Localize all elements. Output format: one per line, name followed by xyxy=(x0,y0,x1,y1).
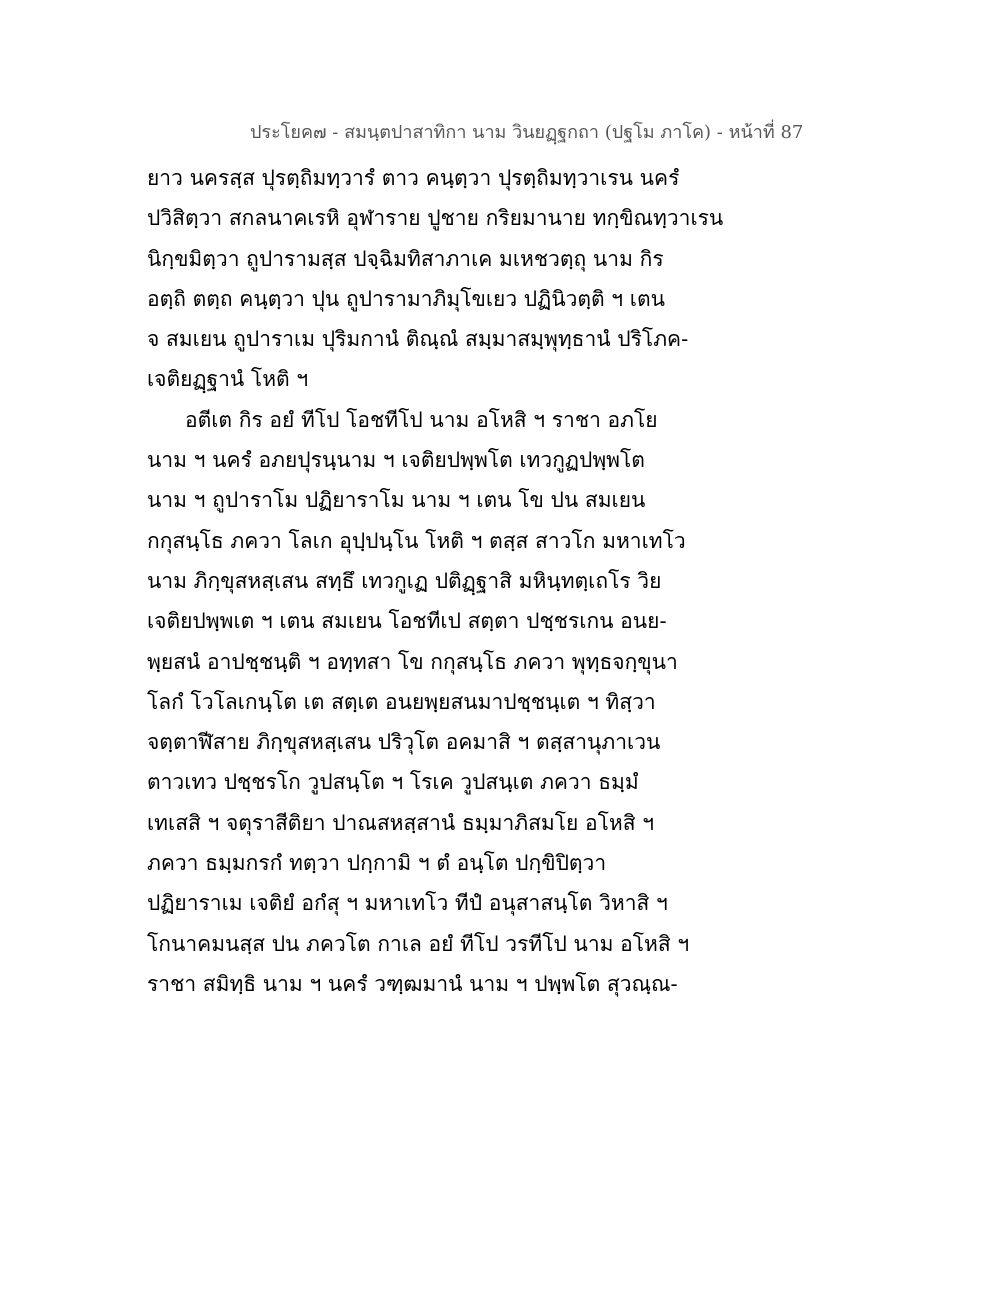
text-line: ตาวเทว ปชฺชรโก วูปสนฺโต ฯ โรเค วูปสนฺเต ภควา ธมฺมํ xyxy=(147,770,639,795)
text-line: เทเสสิ ฯ จตุราสีติยา ปาณสหสฺสานํ ธมฺมาภิสมโย อโหสิ ฯ xyxy=(147,810,655,835)
text-line: พฺยสนํ อาปชฺชนฺติ ฯ อทฺทสา โข กกุสนฺโธ ภควา พุทฺธจกฺขุนา xyxy=(147,649,678,674)
text-line: ภควา ธมฺมกรกํ ทตฺวา ปกฺกามิ ฯ ตํ อนฺโต ปกฺขิปิตฺวา xyxy=(147,851,607,876)
text-line: อตฺถิ ตตฺถ คนฺตฺวา ปุน ถูปารามาภิมุโขเยว ปฏินิวตฺติ ฯ เตน xyxy=(147,286,665,311)
paragraph-first-line: อตีเต กิร อยํ ทีโป โอชทีโป นาม อโหสิ ฯ ราชา อภโย xyxy=(185,407,658,432)
text-line: นิกฺขมิตฺวา ถูปารามสฺส ปจฺฉิมทิสาภาเค มเหชวตฺถุ นาม กิร xyxy=(147,246,664,271)
text-line: เจติยฏฺฐานํ โหติ ฯ xyxy=(147,367,309,392)
text-line: นาม ฯ ถูปาราโม ปฏิยาราโม นาม ฯ เตน โข ปน สมเยน xyxy=(147,488,646,513)
text-line: ปวิสิตฺวา สกลนาคเรหิ อุฬาราย ปูชาย กริยมานาย ทกฺขิณทฺวาเรน xyxy=(147,206,724,231)
running-header: ประโยค๗ - สมนฺตปาสาทิกา นาม วินยฏฺฐกถา (ปฐโม ภาโค) - หน้าที่ 87 xyxy=(250,122,804,143)
text-line: เจติยปพฺพเต ฯ เตน สมเยน โอชทีเป สตฺตา ปชฺชรเกน อนย- xyxy=(147,609,667,634)
text-line: นาม ภิกฺขุสหสฺเสน สทฺธึ เทวกูเฏ ปติฏฺฐาสิ มหินฺทตฺเถโร วิย xyxy=(147,568,662,593)
text-line: โลกํ โวโลเกนฺโต เต สตฺเต อนยพฺยสนมาปชฺชนฺเต ฯ ทิสฺวา xyxy=(147,689,656,714)
text-line: ปฏิยาราเม เจติยํ อกํสุ ฯ มหาเทโว ทีปํ อนุสาสนฺโต วิหาสิ ฯ xyxy=(147,891,668,916)
text-line: โกนาคมนสฺส ปน ภควโต กาเล อยํ ทีโป วรทีโป นาม อโหสิ ฯ xyxy=(147,931,690,956)
body-text xyxy=(147,158,724,1004)
text-line: ราชา สมิทฺธิ นาม ฯ นครํ วฑฺฒมานํ นาม ฯ ปพฺพโต สุวณฺณ- xyxy=(147,971,678,996)
text-line: นาม ฯ นครํ อภยปุรนฺนาม ฯ เจติยปพฺพโต เทวกูฏปพฺพโต xyxy=(147,448,645,473)
text-line: ยาว นครสฺส ปุรตฺถิมทฺวารํ ตาว คนฺตฺวา ปุรตฺถิมทฺวาเรน นครํ xyxy=(147,166,680,190)
text-line: จตฺตาฬีสาย ภิกฺขุสหสฺเสน ปริวุโต อคมาสิ ฯ ตสฺสานุภาเวน xyxy=(147,730,661,755)
text-line: กกุสนฺโธ ภควา โลเก อุปฺปนฺโน โหติ ฯ ตสฺส สาวโก มหาเทโว xyxy=(147,528,686,553)
text-line: จ สมเยน ถูปาราเม ปุริมกานํ ติณฺณํ สมฺมาสมฺพุทฺธานํ ปริโภค- xyxy=(147,327,689,352)
